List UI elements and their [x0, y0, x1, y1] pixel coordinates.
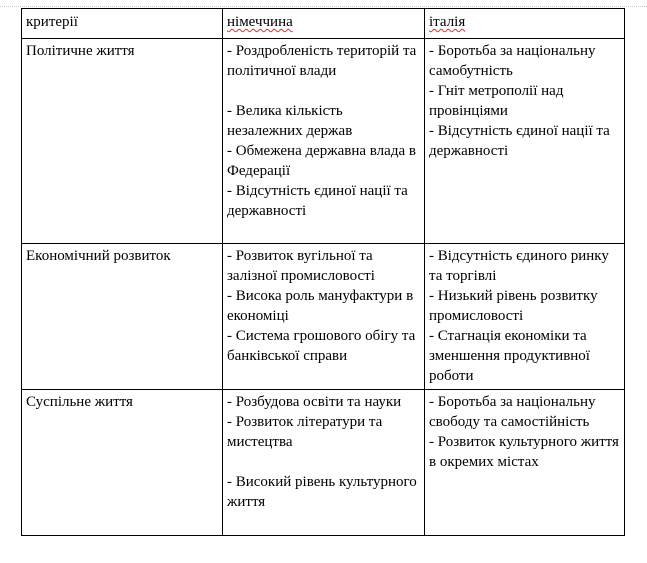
list-item: - Відсутність єдиної нації та державності — [227, 183, 408, 219]
header-cell-italy[interactable] — [425, 9, 625, 39]
list-item: - Розвиток вугільної та залізної промисловості — [227, 248, 375, 284]
list-item: - Стагнація економіки та зменшення продуктивної роботи — [429, 328, 590, 384]
cell-italy-political[interactable] — [425, 39, 625, 244]
list-item: - Висока роль мануфактури в економіці — [227, 288, 414, 324]
cell-criterion-political[interactable] — [22, 39, 223, 244]
cell-germany-social[interactable] — [223, 390, 425, 536]
header-cell-criteria[interactable] — [22, 9, 223, 39]
header-germany-text: німеччина — [227, 14, 293, 30]
list-item: - Відсутність єдиного ринку та торгівлі — [429, 248, 609, 284]
list-item: - Система грошового обігу та банківської справи — [227, 328, 416, 364]
header-italy-text: італія — [429, 14, 466, 30]
table-row-social — [22, 390, 625, 536]
list-item: - Обмежена державна влада в Федерації — [227, 143, 416, 179]
list-item: - Велика кількість незалежних держав — [227, 103, 353, 139]
criterion-text: Суспільне життя — [26, 394, 133, 410]
table-row-economic — [22, 244, 625, 390]
empty-line — [227, 452, 420, 472]
list-item: - Відсутність єдиної нації та державності — [429, 123, 610, 159]
comparison-table — [21, 8, 625, 536]
list-item: - Розбудова освіти та науки — [227, 394, 402, 410]
empty-line — [227, 81, 420, 101]
table-row-political — [22, 39, 625, 244]
cell-criterion-economic[interactable] — [22, 244, 223, 390]
list-item: - Гніт метрополії над провінціями — [429, 83, 564, 119]
list-item: - Розвиток літератури та мистецтва — [227, 414, 383, 450]
list-item: - Боротьба за національну свободу та самостійність — [429, 394, 596, 430]
list-item: - Роздробленість територій та політичної влади — [227, 43, 417, 79]
list-item: - Низький рівень розвитку промисловості — [429, 288, 598, 324]
cell-germany-political[interactable] — [223, 39, 425, 244]
list-item: - Розвиток культурного життя в окремих містах — [429, 434, 619, 470]
header-criteria-text: критерії — [26, 14, 78, 30]
header-cell-germany[interactable] — [223, 9, 425, 39]
criterion-text: Економічний розвиток — [26, 248, 171, 264]
cell-criterion-social[interactable] — [22, 390, 223, 536]
list-item: - Високий рівень культурного життя — [227, 474, 417, 510]
table-header-row — [22, 9, 625, 39]
criterion-text: Політичне життя — [26, 43, 135, 59]
page-margin-guide — [0, 6, 647, 7]
cell-italy-social[interactable] — [425, 390, 625, 536]
cell-italy-economic[interactable] — [425, 244, 625, 390]
cell-germany-economic[interactable] — [223, 244, 425, 390]
list-item: - Боротьба за національну самобутність — [429, 43, 596, 79]
